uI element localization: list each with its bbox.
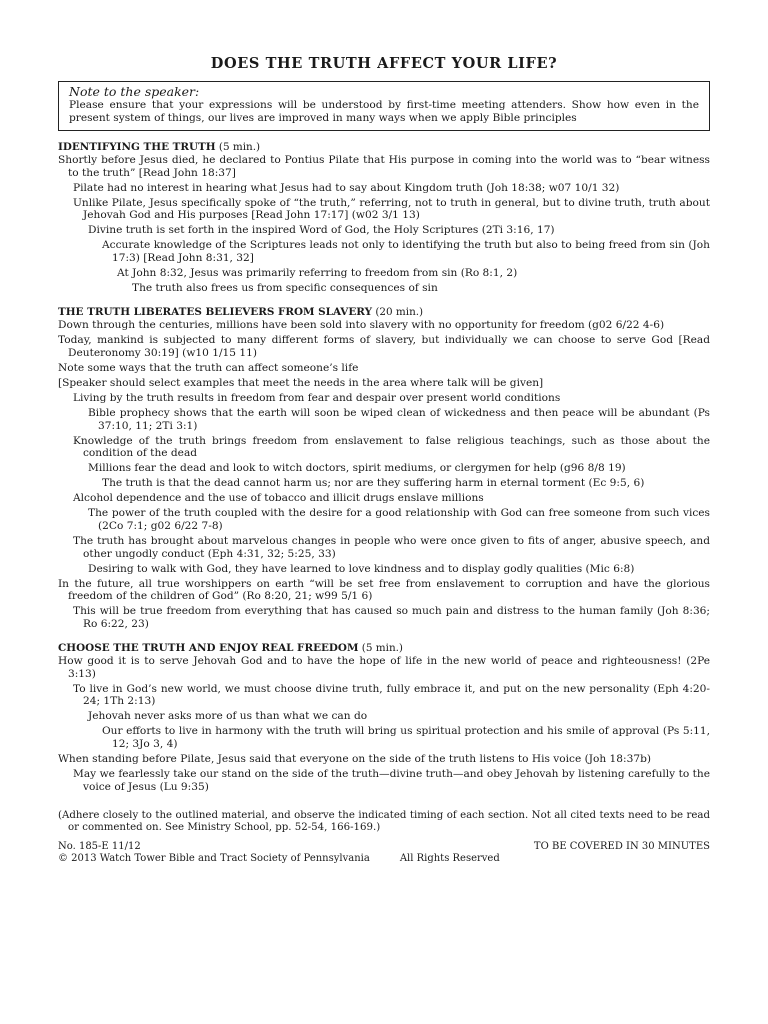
outline-point: Knowledge of the truth brings freedom from enslavement to false religious teachings, such as those about the condition of the dead [73, 434, 710, 460]
section-title: CHOOSE THE TRUTH AND ENJOY REAL FREEDOM [58, 642, 359, 655]
section-time: (20 min.) [375, 306, 424, 319]
outline-point: At John 8:32, Jesus was primarily referring to freedom from sin (Ro 8:1, 2) [117, 267, 518, 280]
section-spacer [58, 796, 710, 805]
outline-point: Pilate had no interest in hearing what Jesus had to say about Kingdom truth (Joh 18:38; w07 10/1 32) [73, 181, 620, 194]
outline-point: Down through the centuries, millions have been sold into slavery with no opportunity for freedom (g02 6/22 4-6) [58, 319, 665, 332]
section-time: (5 min.) [218, 141, 261, 153]
outline-point: The power of the truth coupled with the desire for a good relationship with God can free someone from such vices (2Co 7:1; g02 6/22 7-8) [88, 507, 710, 532]
outline-point: May we fearlessly take our stand on the side of the truth—divine truth—and obey Jehovah by listening carefully to the voice of Jesus (Lu 9:35) [73, 768, 710, 793]
outline-point: Jehovah never asks more of us than what we can do [88, 710, 368, 723]
page-title: DOES THE TRUTH AFFECT YOUR LIFE? [210, 55, 558, 72]
section-heading [58, 306, 710, 319]
section-heading [58, 141, 710, 154]
outline-point: Divine truth is set forth in the inspired Word of God, the Holy Scriptures (2Ti 3:16, 17) [88, 224, 555, 237]
outline-point: Desiring to walk with God, they have learned to love kindness and to display godly qualities (Mic 6:8) [88, 562, 635, 575]
outline-number: No. 185-E 11/12 [58, 840, 141, 852]
outline-point: Bible prophecy shows that the earth will soon be wiped clean of wickedness and then peace will be abundant (Ps 37:10, 11; 2Ti 3:1) [88, 406, 710, 432]
outline-point: The truth also frees us from specific consequences of sin [132, 282, 438, 295]
outline-point: This will be true freedom from everything that has caused so much pain and distress to the human family (Joh 8:36; Ro 6:22, 23) [73, 605, 710, 631]
outline-point: Today, mankind is subjected to many different forms of slavery, but individually we can choose to serve God [Read Deuteronomy 30:19] (w10 1/15 11) [58, 334, 710, 359]
section-title: IDENTIFYING THE TRUTH [58, 141, 216, 153]
outline-point: To live in God’s new world, we must choose divine truth, fully embrace it, and put on the new personality (Eph 4:20-24; 1Th 2:13) [73, 682, 710, 708]
outline-point: Accurate knowledge of the Scriptures leads not only to identifying the truth but also to being freed from sin (Joh 17:3) [Read John 8:31, 32] [102, 239, 710, 265]
copyright-line [58, 853, 710, 866]
section-heading [58, 642, 710, 655]
section-spacer [58, 297, 710, 306]
speaker-note-heading: Note to the speaker: [69, 84, 200, 99]
section-spacer [58, 633, 710, 642]
outline-page [58, 55, 710, 866]
outline-point: How good it is to serve Jehovah God and to have the hope of life in the new world of peace and righteousness! (2Pe 3:13) [58, 655, 710, 680]
outline-point: When standing before Pilate, Jesus said that everyone on the side of the truth listens to His voice (Joh 18:37b) [58, 753, 651, 766]
outline-point: The truth is that the dead cannot harm us; nor are they suffering harm in eternal torment (Ec 9:5, 6) [102, 477, 645, 490]
outline-point: Alcohol dependence and the use of tobacco and illicit drugs enslave millions [73, 492, 484, 505]
speaker-note-box [58, 81, 710, 131]
footer-row [58, 841, 710, 854]
outline-point: Shortly before Jesus died, he declared to Pontius Pilate that His purpose in coming into the world was to “bear witness to the truth” [Read John 18:37] [58, 154, 710, 179]
outline-point: In the future, all true worshippers on earth “will be set free from enslavement to corruption and have the glorious freedom of the children of God” (Ro 8:20, 21; w99 5/1 6) [58, 577, 710, 603]
outline-point: Note some ways that the truth can affect someone’s life [58, 361, 359, 374]
outline-point: Unlike Pilate, Jesus specifically spoke of “the truth,” referring, not to truth in general, but to divine truth, truth about Jehovah God and His purposes [Read John 17:17] (w02 3/1 13) [73, 196, 710, 222]
outline-duration: TO BE COVERED IN 30 MINUTES [533, 840, 710, 852]
outline-point: The truth has brought about marvelous changes in people who were once given to fits of anger, abusive speech, and other ungodly conduct (Eph 4:31, 32; 5:25, 33) [73, 534, 710, 560]
section-title: THE TRUTH LIBERATES BELIEVERS FROM SLAVERY [58, 306, 372, 319]
rights-text: All Rights Reserved [399, 853, 500, 865]
copyright-text: © 2013 Watch Tower Bible and Tract Society of Pennsylvania [58, 853, 370, 865]
outline-point: Living by the truth results in freedom from fear and despair over present world conditions [73, 391, 561, 404]
footer-instruction: (Adhere closely to the outlined material, and observe the indicated timing of each section. Not all cited texts need to be read or commented on. See Ministry School, pp. 52-54, 166-169.) [58, 809, 710, 834]
section-time: (5 min.) [361, 642, 403, 655]
speaker-note-text: Please ensure that your expressions will be understood by first-time meeting attenders. Show how even in the present system of things, our lives are improved in many ways when we apply Bible principles [69, 99, 699, 124]
outline-point: Our efforts to live in harmony with the truth will bring us spiritual protection and his smile of approval (Ps 5:11, 12; 3Jo 3, 4) [102, 725, 710, 751]
outline-point: Millions fear the dead and look to witch doctors, spirit mediums, or clergymen for help (g96 8/8 19) [88, 462, 626, 475]
outline-point: [Speaker should select examples that meet the needs in the area where talk will be given] [58, 376, 544, 389]
outline-sections [58, 141, 710, 805]
